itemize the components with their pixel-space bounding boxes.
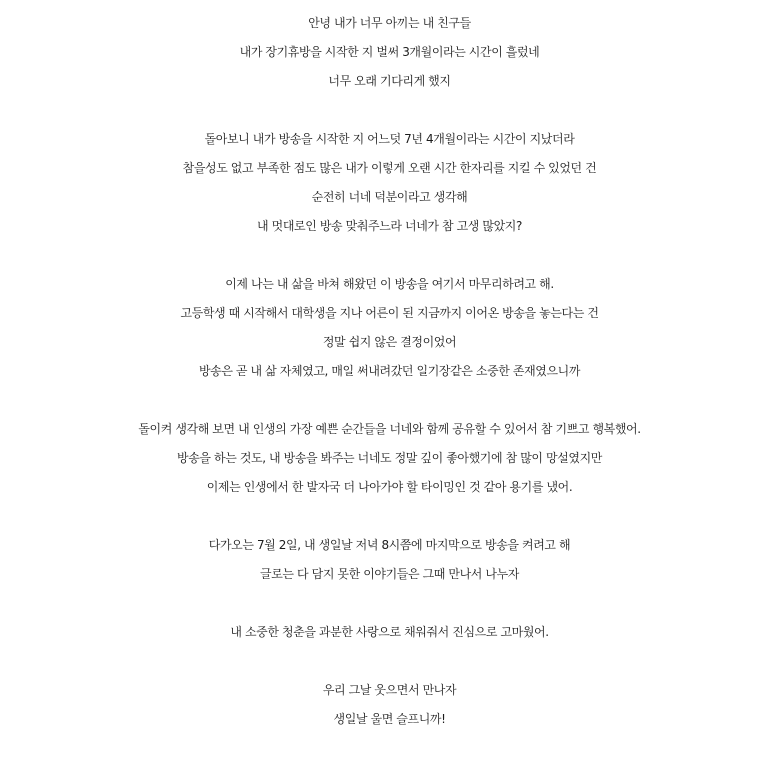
letter-paragraph-decision <box>0 270 779 386</box>
letter-paragraph-greeting <box>0 9 779 96</box>
letter-line: 참을성도 없고 부족한 점도 많은 내가 이렇게 오랜 시간 한자리를 지킬 수 있었던 건 <box>182 161 597 175</box>
letter-line: 우리 그날 웃으면서 만나자 <box>322 683 457 697</box>
letter-line: 글로는 다 담지 못한 이야기들은 그때 만나서 나누자 <box>260 567 519 581</box>
letter-body <box>0 9 779 763</box>
letter-line: 너무 오래 기다리게 했지 <box>328 74 451 88</box>
letter-line: 내가 장기휴방을 시작한 지 벌써 3개월이라는 시간이 흘렀네 <box>239 45 540 59</box>
letter-line: 이제는 인생에서 한 발자국 더 나아가야 할 타이밍인 것 같아 용기를 냈어. <box>206 480 573 494</box>
letter-line: 안녕 내가 너무 아끼는 내 친구들 <box>308 16 471 30</box>
letter-line: 돌이켜 생각해 보면 내 인생의 가장 예쁜 순간들을 너네와 함께 공유할 수 있어서 참 기쁘고 행복했어. <box>138 422 641 436</box>
letter-line: 내 멋대로인 방송 맞춰주느라 너네가 참 고생 많았지? <box>257 219 522 233</box>
letter-line: 돌아보니 내가 방송을 시작한 지 어느덧 7년 4개월이라는 시간이 지났더라 <box>204 132 575 146</box>
letter-line: 생일날 울면 슬프니까! <box>333 712 446 726</box>
letter-line: 순전히 너네 덕분이라고 생각해 <box>311 190 468 204</box>
letter-paragraph-final-broadcast <box>0 531 779 589</box>
letter-paragraph-thanks <box>0 618 779 647</box>
letter-line: 방송은 곧 내 삶 자체였고, 매일 써내려갔던 일기장같은 소중한 존재였으니까 <box>198 364 581 378</box>
letter-line: 정말 쉽지 않은 결정이었어 <box>322 335 457 349</box>
letter-line: 방송을 하는 것도, 내 방송을 봐주는 너네도 정말 깊이 좋아했기에 참 많이 망설였지만 <box>177 451 602 465</box>
letter-line: 내 소중한 청춘을 과분한 사랑으로 채워줘서 진심으로 고마웠어. <box>230 625 549 639</box>
letter-line: 이제 나는 내 삶을 바쳐 해왔던 이 방송을 여기서 마무리하려고 해. <box>225 277 554 291</box>
letter-paragraph-gratitude <box>0 415 779 502</box>
letter-paragraph-reflection <box>0 125 779 241</box>
letter-line: 고등학생 때 시작해서 대학생을 지나 어른이 된 지금까지 이어온 방송을 놓는다는 건 <box>180 306 599 320</box>
letter-line: 다가오는 7월 2일, 내 생일날 저녁 8시쯤에 마지막으로 방송을 켜려고 해 <box>208 538 571 552</box>
letter-paragraph-closing <box>0 676 779 734</box>
